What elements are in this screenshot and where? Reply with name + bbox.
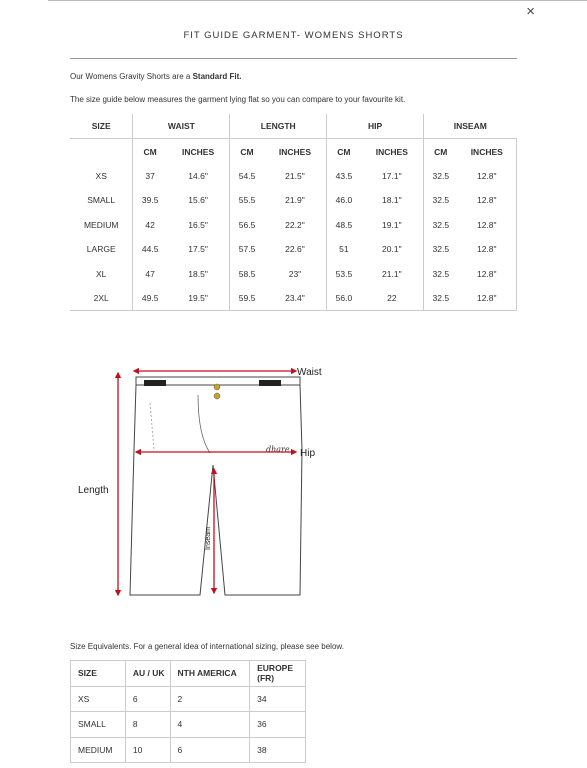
fit-description-text: Our Womens Gravity Shorts are a (70, 72, 193, 81)
measurement-cell: 15.6" (188, 195, 208, 206)
measurement-cell: 32.5 (424, 213, 458, 237)
size-cell: 2XL (70, 286, 133, 311)
measurement-cell: 32.5 (424, 286, 458, 311)
waistband-tab-left (144, 380, 166, 386)
size-equivalents-table (70, 660, 306, 763)
button-icon (214, 393, 220, 399)
measurement-cell: 53.5 (327, 261, 361, 285)
header-inseam: INSEAM (424, 114, 517, 139)
measurement-cell: 32.5 (424, 261, 458, 285)
measurement-cell: 55.5 (230, 188, 264, 212)
table-row (70, 164, 517, 188)
measurement-cell: 22 (361, 286, 424, 311)
equiv-row (71, 712, 306, 738)
measurement-cell: 49.5 (133, 286, 167, 311)
measurement-cell: 22.2" (285, 219, 305, 230)
measurement-cell: 32.5 (424, 188, 458, 212)
measurement-cell: 21.9" (285, 195, 305, 206)
brand-script-logo: dhare (266, 445, 290, 454)
length-label: Length (78, 485, 109, 496)
shorts-outline (130, 377, 302, 595)
equiv-row (71, 737, 306, 763)
table-header-row (70, 114, 517, 139)
measurement-cell: 32.5 (424, 164, 458, 188)
size-cell: XS (70, 164, 133, 188)
measure-description: The size guide below measures the garment lying flat so you can compare to your favourite kit. (70, 95, 406, 104)
equiv-header: NTH AMERICA (170, 661, 250, 687)
equiv-header: SIZE (71, 661, 126, 687)
header-hip: HIP (327, 114, 424, 139)
measurement-cell: 12.8" (458, 213, 517, 237)
measurement-cell: 44.5 (141, 244, 159, 255)
measurement-cell: 23.4" (264, 286, 327, 311)
measurement-cell: 58.5 (230, 261, 264, 285)
measurement-cell: 56.5 (230, 213, 264, 237)
equiv-cell: MEDIUM (71, 737, 126, 763)
size-equivalents-intro: Size Equivalents. For a general idea of international sizing, please see below. (70, 642, 344, 651)
table-row (70, 237, 517, 261)
fit-description (70, 72, 241, 81)
table-row (70, 286, 517, 311)
measurement-cell: 57.5 (230, 237, 264, 261)
equiv-cell: 6 (170, 737, 250, 763)
measurement-cell: 43.5 (327, 164, 361, 188)
equiv-header-row (71, 661, 306, 687)
measurement-cell: 42 (145, 219, 155, 230)
size-cell: SMALL (70, 188, 133, 212)
size-chart-table (70, 114, 517, 311)
unit-header: INCHES (278, 146, 312, 157)
measurement-cell: 19.5" (167, 286, 230, 311)
measurement-cell: 18.1" (382, 195, 402, 206)
equiv-cell: 4 (170, 712, 250, 738)
header-waist: WAIST (133, 114, 230, 139)
measurement-cell: 22.6" (285, 244, 305, 255)
size-cell: LARGE (70, 237, 133, 261)
waist-label: Waist (297, 367, 322, 378)
measurement-cell: 21.5" (285, 170, 305, 181)
measurement-cell: 59.5 (230, 286, 264, 311)
modal-title: FIT GUIDE GARMENT- WOMENS SHORTS (183, 30, 404, 41)
measurement-cell: 12.8" (458, 237, 517, 261)
measurement-cell: 19.1" (382, 219, 402, 230)
equiv-header: AU / UK (125, 661, 170, 687)
measurement-cell: 12.8" (458, 164, 517, 188)
equiv-cell: 6 (125, 686, 170, 712)
inseam-label: Inseam (205, 527, 212, 550)
measurement-cell: 12.8" (458, 261, 517, 285)
equiv-row (71, 686, 306, 712)
measurement-cell: 14.6" (188, 170, 208, 181)
equiv-cell: SMALL (71, 712, 126, 738)
equiv-cell: 8 (125, 712, 170, 738)
top-border (48, 0, 587, 1)
measurement-cell: 23" (288, 268, 302, 279)
measurement-cell: 17.1" (382, 170, 402, 181)
size-cell: MEDIUM (70, 213, 133, 237)
header-size: SIZE (70, 114, 133, 139)
waistband-tab-right (259, 380, 281, 386)
unit-header-row (70, 139, 517, 164)
equiv-cell: 34 (250, 686, 306, 712)
measurement-cell: 48.5 (327, 213, 361, 237)
unit-header: CM (327, 139, 361, 164)
equiv-cell: XS (71, 686, 126, 712)
fit-type: Standard Fit. (192, 72, 242, 81)
unit-header: CM (230, 139, 264, 164)
button-icon (214, 384, 220, 390)
measurement-cell: 16.5" (188, 219, 208, 230)
equiv-cell: 10 (125, 737, 170, 763)
measurement-cell: 21.1" (382, 268, 402, 279)
measurement-cell: 12.8" (458, 286, 517, 311)
measurement-cell: 51 (327, 237, 361, 261)
table-row (70, 261, 517, 285)
measurement-cell: 20.1" (382, 244, 402, 255)
close-icon[interactable]: × (526, 3, 535, 20)
shorts-diagram (70, 355, 370, 615)
table-row (70, 188, 517, 212)
table-row (70, 213, 517, 237)
measurement-cell: 46.0 (327, 188, 361, 212)
unit-header: INCHES (182, 146, 215, 157)
unit-header: INCHES (375, 146, 408, 157)
measurement-cell: 17.5" (188, 244, 208, 255)
measurement-cell: 39.5 (141, 195, 159, 206)
measurement-cell: 47 (145, 268, 155, 279)
hip-label: Hip (300, 448, 316, 459)
header-length: LENGTH (230, 114, 327, 139)
unit-header: INCHES (458, 139, 517, 164)
equiv-header: EUROPE (FR) (250, 661, 306, 687)
measurement-cell: 37 (145, 170, 155, 181)
unit-header: CM (143, 146, 157, 157)
measurement-cell: 56.0 (327, 286, 361, 311)
title-divider (70, 58, 517, 59)
measurement-cell: 54.5 (230, 164, 264, 188)
unit-header: CM (424, 139, 458, 164)
measurement-cell: 12.8" (458, 188, 517, 212)
equiv-cell: 36 (250, 712, 306, 738)
measurement-cell: 32.5 (424, 237, 458, 261)
measurement-cell: 18.5" (188, 268, 208, 279)
equiv-cell: 2 (170, 686, 250, 712)
size-cell: XL (70, 261, 133, 285)
equiv-cell: 38 (250, 737, 306, 763)
